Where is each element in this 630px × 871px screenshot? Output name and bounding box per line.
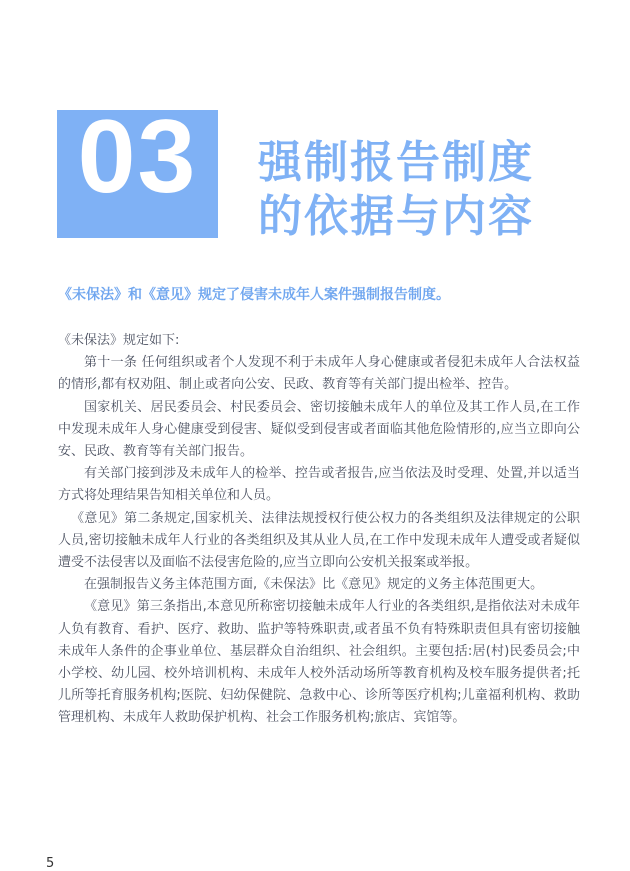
paragraph-handling: 有关部门接到涉及未成年人的检举、控告或者报告,应当依法及时受理、处置,并以适当方式将处理结果告知相关单位和人员。 <box>58 466 580 504</box>
paragraph-scope-comparison: 在强制报告义务主体范围方面,《未保法》比《意见》规定的义务主体范围更大。 <box>84 577 544 593</box>
lead-sentence: 《未保法》和《意见》规定了侵害未成年人案件强制报告制度。 <box>58 287 450 303</box>
chapter-number: 03 <box>77 99 198 215</box>
paragraph-intro: 《未保法》规定如下: <box>58 333 180 348</box>
paragraph-article-11: 第十一条 任何组织或者个人发现不利于未成年人身心健康或者侵犯未成年人合法权益的情形,都有权劝阻、制止或者向公安、民政、教育等有关部门提出检举、控告。 <box>58 355 580 393</box>
paragraph-opinion-article-2: 《意见》第二条规定,国家机关、法律法规授权行使公权力的各类组织及法律规定的公职人员,密切接触未成年人行业的各类组织及其从业人员,在工作中发现未成年人遭受或者疑似遭受不法侵害以及面临不法侵害危险的,应当立即向公安机关报案或举报。 <box>58 510 580 571</box>
chapter-title-line2: 的依据与内容 <box>258 191 534 242</box>
chapter-title-line1: 强制报告制度 <box>258 137 534 188</box>
paragraph-reporting-duty: 国家机关、居民委员会、村民委员会、密切接触未成年人的单位及其工作人员,在工作中发现未成年人身心健康受到侵害、疑似受到侵害或者面临其他危险情形的,应当立即向公安、民政、教育等有关部门报告。 <box>58 399 580 460</box>
body-text <box>58 330 580 730</box>
chapter-title <box>258 136 534 244</box>
page-number: 5 <box>46 856 55 871</box>
paragraph-opinion-article-3: 《意见》第三条指出,本意见所称密切接触未成年人行业的各类组织,是指依法对未成年人负有教育、看护、医疗、救助、监护等特殊职责,或者虽不负有特殊职责但具有密切接触未成年人条件的企事业单位、基层群众自治组织、社会组织。主要包括:居(村)民委员会;中小学校、幼儿园、校外培训机构、未成年人校外活动场所等教育机构及校车服务提供者;托儿所等托育服务机构;医院、妇幼保健院、急救中心、诊所等医疗机构;儿童福利机构、救助管理机构、未成年人救助保护机构、社会工作服务机构;旅店、宾馆等。 <box>58 599 580 726</box>
